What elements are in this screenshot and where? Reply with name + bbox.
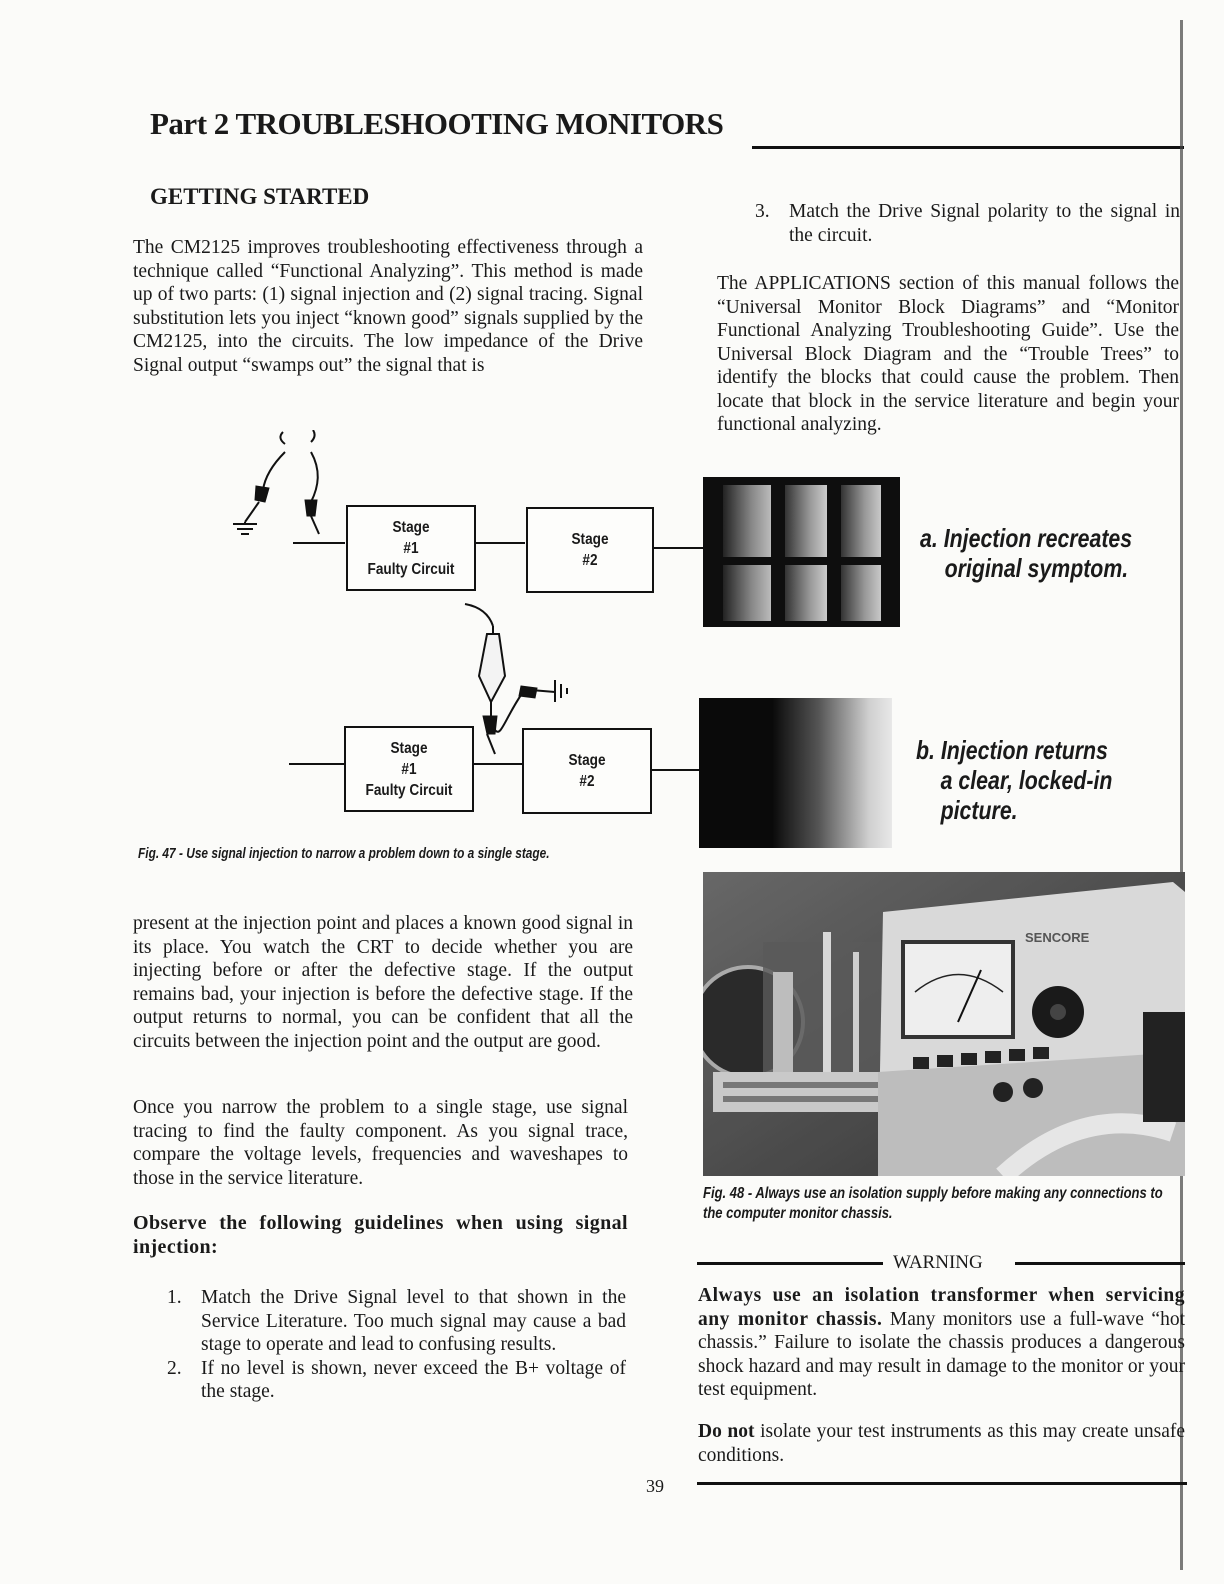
page-title: Part 2 TROUBLESHOOTING MONITORS xyxy=(150,106,724,141)
warning-do-not: Do not isolate your test instruments as this may create unsafe conditions. xyxy=(698,1421,1185,1466)
callout-b: b. Injection returns a clear, locked-in picture. xyxy=(916,735,1113,825)
meter-brand-label: SENCORE xyxy=(1025,930,1090,945)
guideline-3-number: 3. xyxy=(755,201,770,222)
ground-symbol-top xyxy=(233,522,257,534)
stage1-box-top: Stage #1 Faulty Circuit xyxy=(346,505,476,591)
warning-rule-right xyxy=(1015,1262,1185,1265)
stage2-box-top: Stage #2 xyxy=(526,507,654,593)
guideline-3 xyxy=(755,200,1180,247)
guideline-item: 1. Match the Drive Signal level to that shown in the Service Literature. Too much signal may cause a bad stage to operate and lead to confusing results. xyxy=(167,1287,626,1355)
applications-paragraph: The APPLICATIONS section of this manual follows the “Universal Monitor Block Diagrams” and “Monitor Functional Analyzing Troubleshooting Guide”. Use the Universal Block Diagram and the “Trouble Trees” to identify the blocks that could cause the problem. Then locate that block in the service literature and begin your functional analyzing. xyxy=(717,273,1179,435)
figure-48-photo xyxy=(703,872,1185,1176)
figure-48-caption: Fig. 48 - Always use an isolation supply before making any connections to the computer monitor chassis. xyxy=(703,1185,1163,1222)
analog-meter xyxy=(903,942,1013,1037)
bottom-rule xyxy=(697,1482,1187,1485)
warning-bold-lead: Always use an isolation transformer when servicing any monitor chassis. xyxy=(698,1285,1185,1330)
warning-rule-left xyxy=(697,1262,883,1265)
narrow-paragraph: Once you narrow the problem to a single stage, use signal tracing to find the faulty component. As you signal trace, compare the voltage levels, frequencies and waveshapes to those in the service literature. xyxy=(133,1097,628,1189)
guidelines-list xyxy=(133,1286,626,1404)
probe-pair-top xyxy=(245,430,319,534)
crt-screen-symptom xyxy=(703,477,900,627)
warning-text: Always use an isolation transformer when servicing any monitor chassis. Many monitors use a full-wave “hot chassis.” Failure to isolate the chassis produces a dangerous shock hazard and may result in damage to the monitor or your test equipment. xyxy=(698,1285,1185,1400)
crt-screen-clear xyxy=(699,698,892,848)
guideline-3-text: Match the Drive Signal polarity to the signal in the circuit. xyxy=(789,201,1180,246)
title-rule xyxy=(752,146,1184,149)
figure-47-caption: Fig. 47 - Use signal injection to narrow a problem down to a single stage. xyxy=(138,846,550,862)
intro-paragraph: The CM2125 improves troubleshooting effectiveness through a technique called “Functional Analyzing”. This method is made up of two parts: (1) signal injection and (2) signal tracing. Signal substitution lets you inject “known good” signals supplied by the CM2125, into the circuits. The low impedance of the Drive Signal output “swamps out” the signal that is xyxy=(133,237,643,376)
guideline-item: 2. If no level is shown, never exceed the B+ voltage of the stage. xyxy=(167,1357,626,1402)
stage1-box-bottom: Stage #1 Faulty Circuit xyxy=(344,726,474,812)
guidelines-heading: Observe the following guidelines when using signal injection: xyxy=(133,1212,628,1258)
warning-label: WARNING xyxy=(893,1252,983,1273)
continued-paragraph: present at the injection point and places a known good signal in its place. You watch the CRT to decide whether you are injecting before or after the defective stage. If the output remains bad, your injection is before the defective stage. If the output returns to normal, you can be confident that all the circuits between the injection point and the output are good. xyxy=(133,913,633,1052)
stage2-box-bottom: Stage #2 xyxy=(522,728,652,814)
section-heading: GETTING STARTED xyxy=(150,184,370,209)
page-number: 39 xyxy=(646,1476,664,1496)
callout-a: a. Injection recreates original symptom. xyxy=(920,523,1133,583)
